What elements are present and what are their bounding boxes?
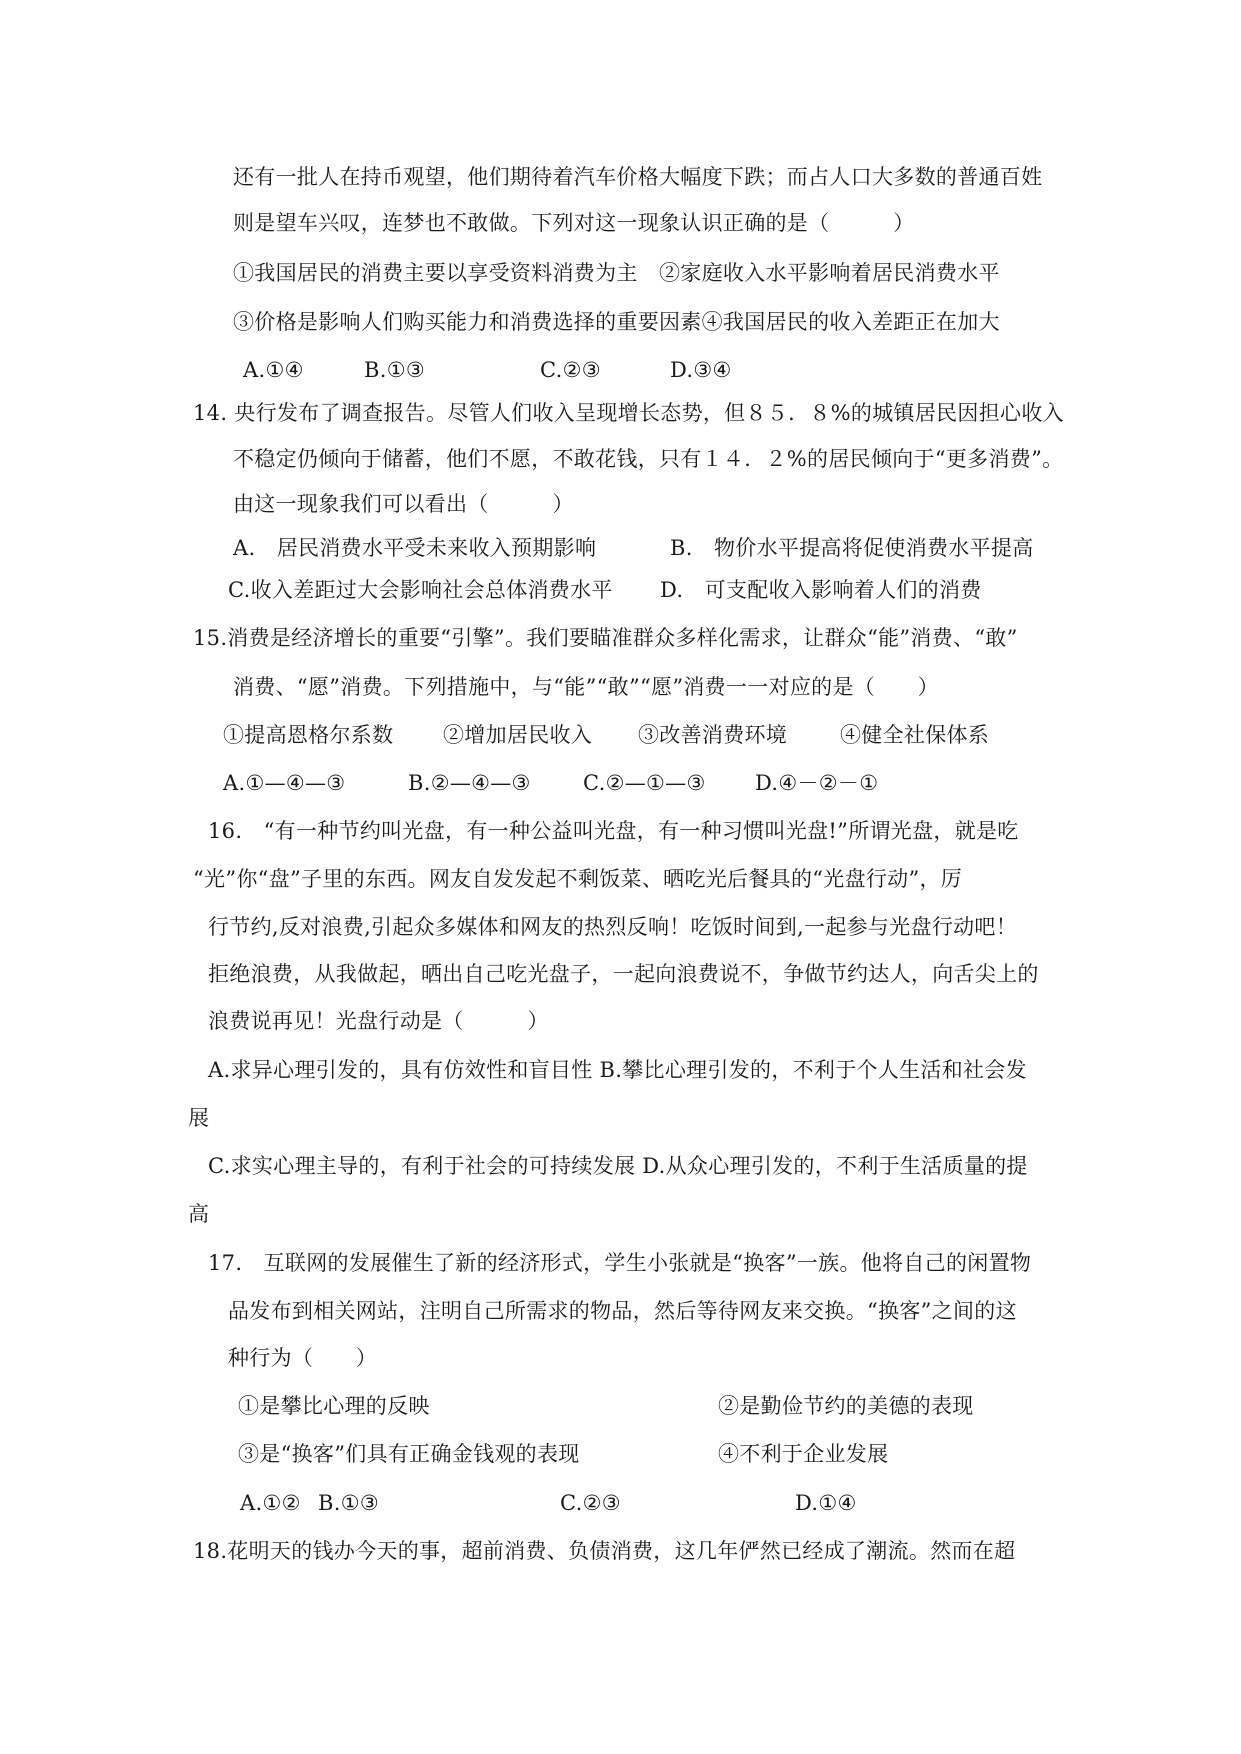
q17-item-1: ①是攀比心理的反映 [238,1394,430,1418]
q13-option-b: B.①③ [364,358,425,382]
q14-option-b: B. 物价水平提高将促使消费水平提高 [670,536,1034,560]
q16-stem-line-2: “光”你“盘”子里的东西。网友自发发起不剩饭菜、晒吃光后餐具的“光盘行动”，厉 [193,867,963,891]
q13-option-d: D.③④ [670,358,732,382]
q17-item-3: ③是“换客”们具有正确金钱观的表现 [238,1442,580,1466]
q16-stem-line-4: 拒绝浪费，从我做起，晒出自己吃光盘子，一起向浪费说不，争做节约达人，向舌尖上的 [208,962,1039,986]
q14-stem-line-2: 不稳定仍倾向于储蓄，他们不愿，不敢花钱，只有１４．２%的居民倾向于“更多消费”。 [233,447,1064,471]
q14-option-d: D. 可支配收入影响着人们的消费 [660,578,982,602]
q18-stem-line-1: 18.花明天的钱办今天的事，超前消费、负债消费，这几年俨然已经成了潮流。然而在超 [193,1539,1016,1563]
q17-item-4: ④不利于企业发展 [718,1442,889,1466]
q13-option-a: A.①④ [243,358,304,382]
q16-option-line-4: 高 [188,1202,210,1226]
q14-option-a: A. 居民消费水平受未来收入预期影响 [233,536,597,560]
q13-item-line-1: ①我国居民的消费主要以享受资料消费为主 ②家庭收入水平影响着居民消费水平 [233,261,1000,285]
q17-option-b: B.①③ [318,1491,379,1515]
q15-stem-line-2: 消费、“愿”消费。下列措施中，与“能”“敢”“愿”消费一一对应的是（ ） [233,675,939,699]
q15-option-c: C.②—①—③ [583,771,706,795]
q15-item-2: ②增加居民收入 [443,723,593,747]
q16-option-line-1: A.求异心理引发的，具有仿效性和盲目性 B.攀比心理引发的，不利于个人生活和社会发 [208,1058,1027,1082]
q16-stem-line-3: 行节约,反对浪费,引起众多媒体和网友的热烈反响！吃饭时间到,一起参与光盘行动吧！ [208,915,1018,939]
q15-option-b: B.②—④—③ [408,771,531,795]
q14-stem-line-3: 由这一现象我们可以看出（ ） [233,492,574,516]
q16-option-line-2: 展 [188,1106,210,1130]
q15-option-d: D.④－②－① [755,771,879,795]
q17-option-c: C.②③ [560,1491,621,1515]
q17-option-d: D.①④ [795,1491,857,1515]
q14-option-c: C.收入差距过大会影响社会总体消费水平 [228,578,613,602]
q17-stem-line-3: 种行为（ ） [228,1346,378,1370]
q17-stem-line-1: 17. 互联网的发展催生了新的经济形式，学生小张就是“换客”一族。他将自己的闲置物 [208,1251,1032,1275]
q13-stem-line-1: 还有一批人在持币观望，他们期待着汽车价格大幅度下跌；而占人口大多数的普通百姓 [233,165,1043,189]
q16-stem-line-1: 16. “有一种节约叫光盘，有一种公益叫光盘，有一种习惯叫光盘!”所谓光盘，就是吃 [208,819,1019,843]
q14-stem-line-1: 14. 央行发布了调查报告。尽管人们收入呈现增长态势，但８５．８%的城镇居民因担心收入 [193,401,1064,425]
q17-option-a: A.①② [240,1491,301,1515]
q17-item-2: ②是勤俭节约的美德的表现 [718,1394,974,1418]
q13-stem-line-2: 则是望车兴叹，连梦也不敢做。下列对这一现象认识正确的是（ ） [233,211,915,235]
q15-item-4: ④健全社保体系 [840,723,990,747]
q16-stem-line-5: 浪费说再见！光盘行动是（ ） [208,1009,549,1033]
q17-stem-line-2: 品发布到相关网站，注明自己所需求的物品，然后等待网友来交换。“换客”之间的这 [228,1299,1017,1323]
q16-option-line-3: C.求实心理主导的，有利于社会的可持续发展 D.从众心理引发的，不利于生活质量的提 [208,1154,1028,1178]
q13-option-c: C.②③ [540,358,601,382]
q15-item-1: ①提高恩格尔系数 [223,723,394,747]
q13-item-line-2: ③价格是影响人们购买能力和消费选择的重要因素④我国居民的收入差距正在加大 [233,310,1000,334]
q15-item-3: ③改善消费环境 [638,723,788,747]
q15-stem-line-1: 15.消费是经济增长的重要“引擎”。我们要瞄准群众多样化需求，让群众“能”消费、“敢” [193,626,1018,650]
q15-option-a: A.①—④—③ [223,771,346,795]
